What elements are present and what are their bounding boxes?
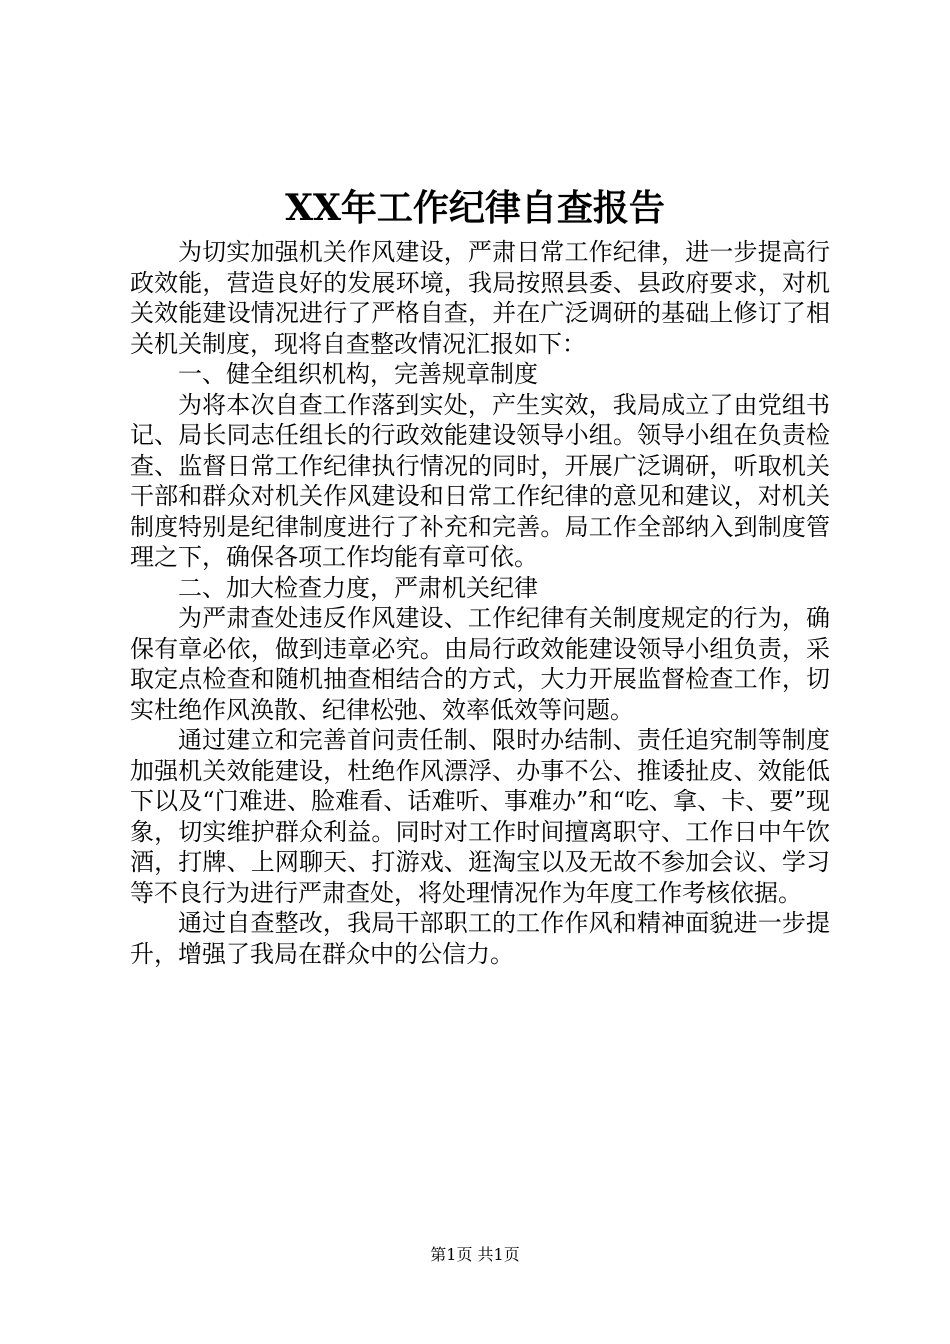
- paragraph-section-2b: 通过建立和完善首问责任制、限时办结制、责任追究制等制度加强机关效能建设，杜绝作风漂浮、办事不公、推诿扯皮、效能低下以及“门难进、脸难看、话难听、事难办”和“吃、拿、卡、要”现象，切实维护群众利益。同时对工作时间擅离职守、工作日中午饮酒，打牌、上网聊天、打游戏、逛淘宝以及无故不参加会议、学习等不良行为进行严肃查处，将处理情况作为年度工作考核依据。: [130, 726, 830, 907]
- page-number-footer: 第1页 共1页: [430, 1245, 520, 1264]
- document-body: [130, 237, 830, 969]
- paragraph-conclusion: 通过自查整改，我局干部职工的工作作风和精神面貌进一步提升，增强了我局在群众中的公信力。: [130, 909, 830, 968]
- paragraph-section-2a: 为严肃查处违反作风建设、工作纪律有关制度规定的行为，确保有章必依，做到违章必究。由局行政效能建设领导小组负责，采取定点检查和随机抽查相结合的方式，大力开展监督检查工作，切实杜绝作风涣散、纪律松弛、效率低效等问题。: [130, 604, 830, 724]
- paragraph-intro: 为切实加强机关作风建设，严肃日常工作纪律，进一步提高行政效能，营造良好的发展环境，我局按照县委、县政府要求，对机关效能建设情况进行了严格自查，并在广泛调研的基础上修订了相关机关制度，现将自查整改情况汇报如下：: [130, 238, 830, 358]
- section-heading-1: 一、健全组织机构，完善规章制度: [178, 360, 538, 388]
- section-heading-2: 二、加大检查力度，严肃机关纪律: [178, 573, 538, 602]
- document-title: XX年工作纪律自查报告: [285, 187, 665, 229]
- paragraph-section-1: 为将本次自查工作落到实处，产生实效，我局成立了由党组书记、局长同志任组长的行政效能建设领导小组。领导小组在负责检查、监督日常工作纪律执行情况的同时，开展广泛调研，听取机关干部和群众对机关作风建设和日常工作纪律的意见和建议，对机关制度特别是纪律制度进行了补充和完善。局工作全部纳入到制度管理之下，确保各项工作均能有章可依。: [130, 390, 830, 571]
